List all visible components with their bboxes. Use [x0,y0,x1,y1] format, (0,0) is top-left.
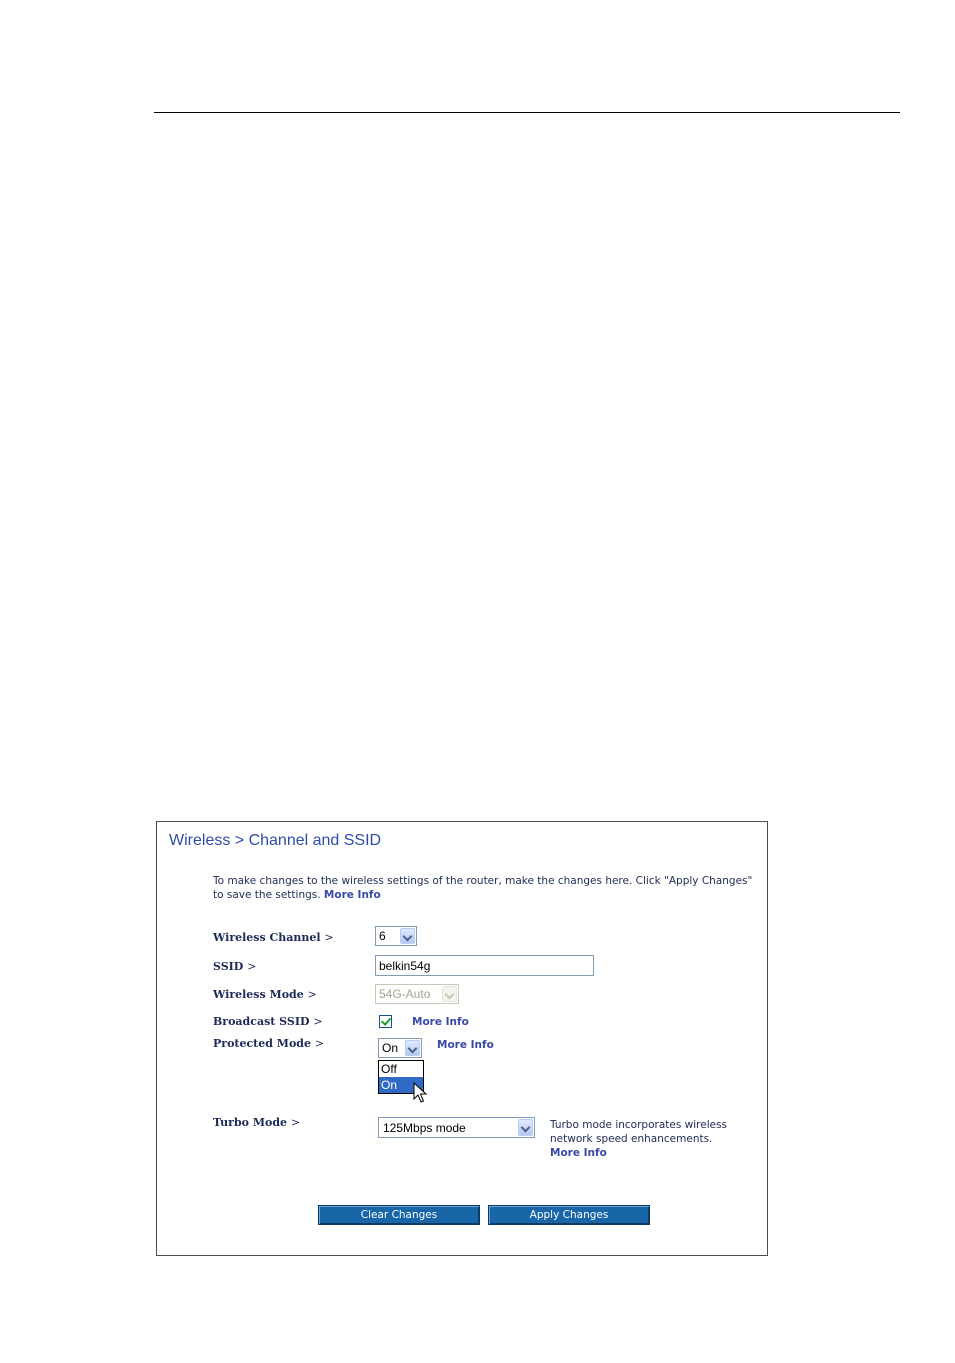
chevron-down-icon[interactable] [405,1040,420,1056]
clear-changes-button[interactable]: Clear Changes [318,1205,480,1225]
intro-description: To make changes to the wireless settings of the router, make the changes here. Click "Apply Changes" to save the settings. [213,875,753,901]
wireless-mode-select [375,984,459,1004]
dropdown-option-on[interactable]: On [379,1077,423,1093]
protected-mode-value: On [382,1041,399,1055]
turbo-mode-description-text: Turbo mode incorporates wireless network speed enhancements. [550,1119,728,1145]
turbo-mode-value: 125Mbps mode [383,1121,466,1135]
wireless-channel-label [213,931,334,944]
separator: > [247,960,257,973]
chevron-down-icon [442,986,457,1002]
turbo-mode-label-text: Turbo Mode [213,1116,288,1129]
turbo-mode-select[interactable] [378,1117,535,1138]
protected-mode-select[interactable] [378,1038,422,1058]
broadcast-ssid-label-text: Broadcast SSID [213,1015,310,1028]
intro-more-info-link[interactable]: More Info [323,889,381,901]
separator: > [290,1116,301,1129]
broadcast-ssid-checkbox[interactable] [379,1015,392,1028]
ssid-label-text: SSID [213,960,244,973]
wireless-channel-label-text: Wireless Channel [213,931,321,944]
intro-text [213,874,761,902]
wireless-mode-value: 54G-Auto [379,987,431,1001]
separator: > [307,988,317,1001]
wireless-channel-value: 6 [379,929,386,943]
broadcast-ssid-label [213,1015,323,1028]
protected-mode-label [213,1037,324,1050]
page-title: Wireless > Channel and SSID [169,832,382,849]
turbo-mode-description [550,1118,740,1160]
broadcast-ssid-more-info-link[interactable]: More Info [412,1016,469,1028]
chevron-down-icon[interactable] [400,928,415,944]
ssid-input[interactable] [375,955,594,976]
separator: > [314,1037,325,1050]
wireless-channel-select[interactable] [375,926,417,946]
mouse-pointer-icon [413,1082,427,1104]
chevron-down-icon[interactable] [518,1119,533,1136]
turbo-mode-label [213,1116,300,1129]
protected-mode-label-text: Protected Mode [213,1037,311,1050]
protected-mode-more-info-link[interactable]: More Info [437,1039,494,1051]
wireless-mode-label-text: Wireless Mode [213,988,304,1001]
wireless-mode-label [213,988,317,1001]
turbo-mode-more-info-link[interactable]: More Info [550,1147,607,1159]
separator: > [324,931,334,944]
apply-changes-button[interactable]: Apply Changes [488,1205,650,1225]
ssid-label [213,960,256,973]
top-rule [154,112,900,113]
wireless-settings-panel [156,821,768,1256]
separator: > [313,1015,323,1028]
dropdown-option-off[interactable]: Off [381,1062,397,1076]
